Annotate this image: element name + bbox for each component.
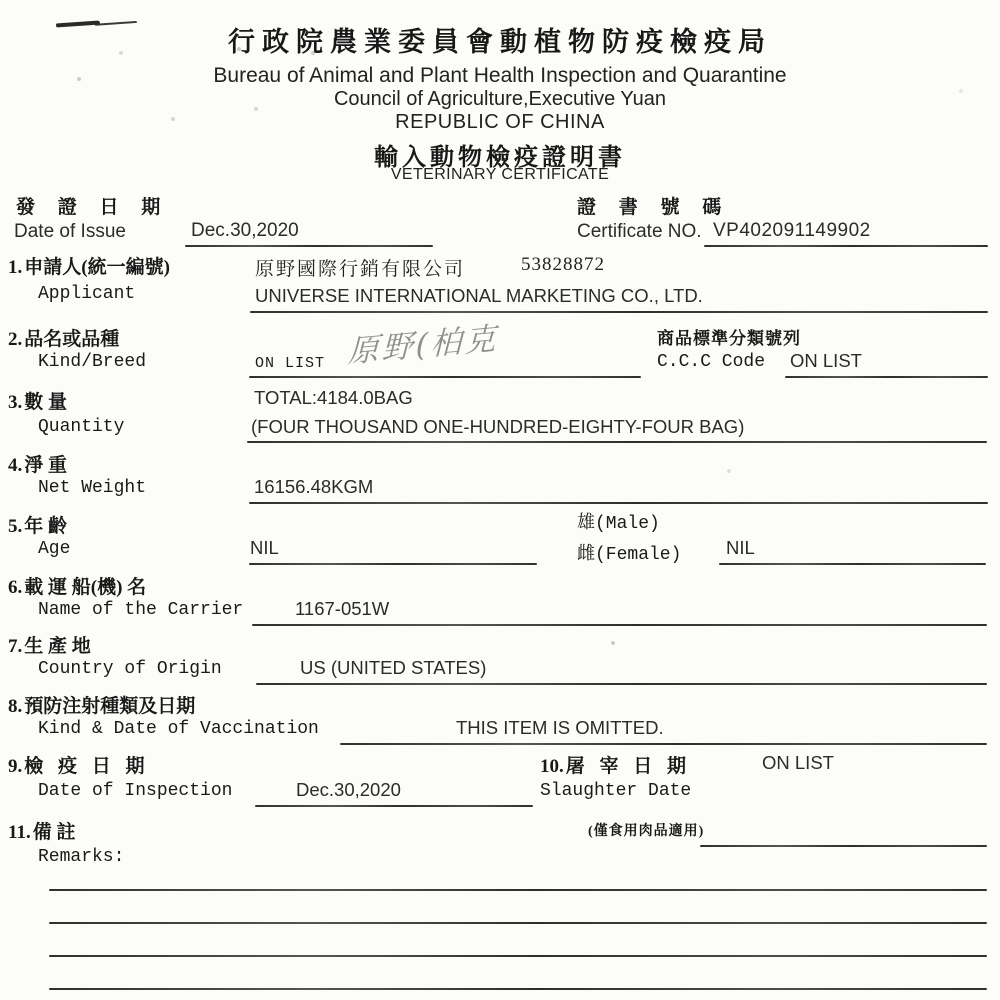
applicant-company-zh: 原野國際行銷有限公司 bbox=[255, 259, 466, 280]
quantity-label-zh bbox=[8, 387, 67, 414]
quantity-label-en: Quantity bbox=[38, 417, 125, 437]
kind-number: 2. bbox=[8, 329, 23, 350]
origin-label-zh bbox=[8, 631, 91, 658]
kind-label-en: Kind/Breed bbox=[38, 352, 147, 372]
vaccination-value: THIS ITEM IS OMITTED. bbox=[456, 717, 664, 738]
ccc-code-label: C.C.C Code bbox=[657, 352, 766, 372]
age-female-rule bbox=[719, 563, 986, 565]
certificate-no-label-en: Certificate NO. bbox=[577, 221, 702, 242]
remarks-side-rule bbox=[700, 845, 987, 847]
kind-label-zh-text: 品名或品種 bbox=[24, 329, 120, 350]
quantity-total-value: TOTAL:4184.0BAG bbox=[254, 387, 413, 408]
agency-title-en: Bureau of Animal and Plant Health Inspection and Quarantine bbox=[213, 64, 787, 87]
inspection-label-en: Date of Inspection bbox=[38, 781, 233, 801]
applicant-label-zh bbox=[8, 252, 170, 279]
kind-value: ON LIST bbox=[255, 355, 326, 372]
vaccination-label-zh bbox=[8, 691, 195, 718]
remarks-blank-line-1 bbox=[49, 889, 987, 891]
remarks-blank-line-2 bbox=[49, 922, 987, 924]
applicant-rule bbox=[250, 311, 988, 313]
council-line: Council of Agriculture,Executive Yuan bbox=[333, 88, 667, 110]
carrier-label-zh-text: 載 運 船(機) 名 bbox=[24, 577, 147, 598]
ccc-code-rule bbox=[785, 376, 988, 378]
origin-label-zh-text: 生 產 地 bbox=[24, 636, 91, 657]
quantity-label-zh-text: 數 量 bbox=[24, 392, 68, 413]
issue-date-label-en: Date of Issue bbox=[14, 221, 126, 242]
ccc-header-zh: 商品標準分類號列 bbox=[657, 329, 801, 348]
agency-title-zh: 行政院農業委員會動植物防疫檢疫局 bbox=[228, 27, 772, 57]
ccc-code-value: ON LIST bbox=[790, 350, 862, 371]
carrier-number: 6. bbox=[8, 577, 23, 598]
applicant-company-en: UNIVERSE INTERNATIONAL MARKETING CO., LTD. bbox=[255, 285, 703, 306]
age-label-zh-text: 年 齡 bbox=[24, 516, 68, 537]
inspection-number: 9. bbox=[8, 756, 23, 777]
kind-label-zh bbox=[8, 324, 119, 351]
slaughter-label-zh-text: 屠 宰 日 期 bbox=[565, 756, 692, 777]
applicant-tax-id: 53828872 bbox=[521, 254, 605, 275]
remarks-number: 11. bbox=[8, 822, 31, 843]
age-male-label: 雄(Male) bbox=[577, 514, 660, 534]
vaccination-number: 8. bbox=[8, 696, 23, 717]
applicant-number: 1. bbox=[8, 257, 23, 278]
vaccination-rule bbox=[340, 743, 987, 745]
net-weight-label-zh bbox=[8, 450, 67, 477]
age-value: NIL bbox=[250, 537, 279, 558]
age-label-zh bbox=[8, 511, 67, 538]
quantity-number: 3. bbox=[8, 392, 23, 413]
vaccination-label-zh-text: 預防注射種類及日期 bbox=[24, 696, 196, 717]
certificate-no-value: VP402091149902 bbox=[713, 220, 871, 241]
carrier-rule bbox=[252, 624, 987, 626]
doc-title-en: VETERINARY CERTIFICATE bbox=[390, 166, 610, 183]
inspection-value: Dec.30,2020 bbox=[296, 779, 401, 800]
age-number: 5. bbox=[8, 516, 23, 537]
country-line: REPUBLIC OF CHINA bbox=[395, 111, 605, 133]
remarks-blank-line-3 bbox=[49, 955, 987, 957]
age-female-value: NIL bbox=[726, 537, 755, 558]
scan-speckles bbox=[0, 0, 2, 2]
carrier-label-en: Name of the Carrier bbox=[38, 600, 244, 620]
issue-date-label-zh: 發 證 日 期 bbox=[16, 197, 170, 218]
origin-number: 7. bbox=[8, 636, 23, 657]
inspection-label-zh-text: 檢 疫 日 期 bbox=[24, 756, 150, 777]
net-weight-label-zh-text: 淨 重 bbox=[24, 455, 68, 476]
handwritten-note: 原野(柏克 bbox=[347, 320, 499, 371]
origin-value: US (UNITED STATES) bbox=[300, 657, 487, 678]
carrier-value: 1167-051W bbox=[295, 598, 390, 619]
inspection-label-zh bbox=[8, 751, 150, 778]
quantity-rule bbox=[247, 441, 987, 443]
certificate-no-label-zh: 證 書 號 碼 bbox=[577, 197, 731, 218]
net-weight-rule bbox=[249, 502, 988, 504]
remarks-note-zh: (僅食用肉品適用) bbox=[588, 824, 705, 839]
applicant-label-zh-text: 申請人(統一編號) bbox=[24, 257, 170, 278]
origin-rule bbox=[256, 683, 987, 685]
age-female-label: 雌(Female) bbox=[577, 545, 682, 565]
certificate-no-rule bbox=[704, 245, 988, 247]
issue-date-rule bbox=[185, 245, 433, 247]
slaughter-number: 10. bbox=[540, 756, 564, 777]
remarks-blank-line-4 bbox=[49, 988, 987, 990]
age-label-en: Age bbox=[38, 539, 71, 559]
remarks-label-zh bbox=[8, 817, 75, 844]
vaccination-label-en: Kind & Date of Vaccination bbox=[38, 719, 319, 739]
issue-date-value: Dec.30,2020 bbox=[191, 220, 299, 241]
slaughter-label-en: Slaughter Date bbox=[540, 781, 692, 801]
slaughter-label-zh bbox=[540, 751, 691, 778]
remarks-label-en: Remarks: bbox=[38, 847, 125, 867]
carrier-label-zh bbox=[8, 572, 146, 599]
net-weight-number: 4. bbox=[8, 455, 23, 476]
quantity-words-value: (FOUR THOUSAND ONE-HUNDRED-EIGHTY-FOUR BAG) bbox=[251, 416, 745, 437]
doc-title-zh: 輸入動物檢疫證明書 bbox=[374, 145, 626, 171]
inspection-rule bbox=[255, 805, 533, 807]
net-weight-value: 16156.48KGM bbox=[254, 476, 374, 497]
kind-rule bbox=[249, 376, 641, 378]
age-rule bbox=[249, 563, 537, 565]
origin-label-en: Country of Origin bbox=[38, 659, 222, 679]
net-weight-label-en: Net Weight bbox=[38, 478, 147, 498]
slaughter-value: ON LIST bbox=[762, 752, 834, 773]
applicant-label-en: Applicant bbox=[38, 284, 136, 304]
remarks-label-zh-text: 備 註 bbox=[32, 822, 76, 843]
